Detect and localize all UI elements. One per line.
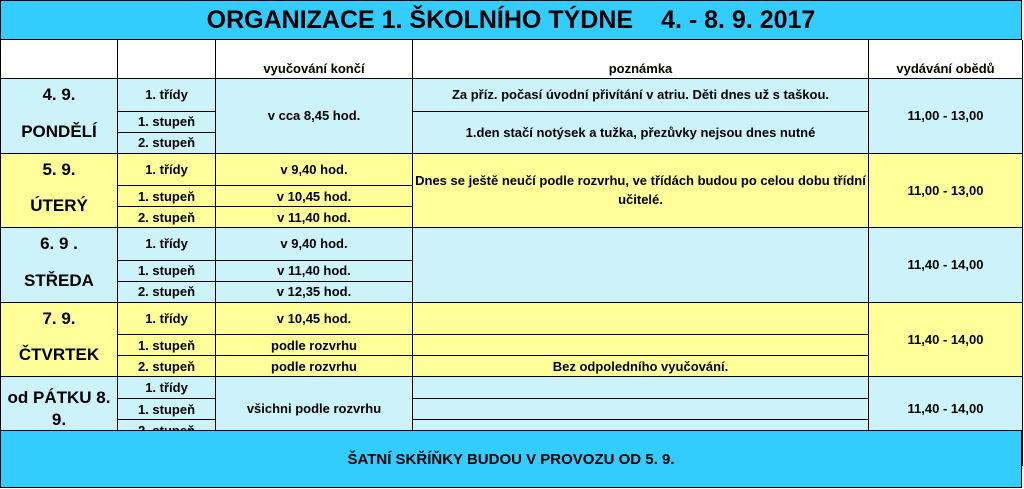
group-label: 1. třídy xyxy=(118,302,216,335)
header-lunch: vydávání obědů xyxy=(869,40,1023,79)
end-time: podle rozvrhu xyxy=(216,356,413,377)
end-time: v 11,40 hod. xyxy=(216,207,413,228)
day-date: od PÁTKU 8. 9. xyxy=(1,377,118,441)
header-row xyxy=(1,40,1023,79)
lunch-time: 11,00 - 13,00 xyxy=(869,153,1023,228)
lunch-time: 11,40 - 14,00 xyxy=(869,228,1023,303)
header-note: poznámka xyxy=(413,40,869,79)
day-name: PONDĚLÍ xyxy=(1,111,118,153)
day-name: ÚTERÝ xyxy=(1,186,118,228)
note-text: Dnes se ještě neučí podle rozvrhu, ve třídách budou po celou dobu třídní učitelé. xyxy=(413,153,869,228)
table-row xyxy=(1,153,1023,186)
group-label: 1. stupeň xyxy=(118,399,216,420)
note-cell xyxy=(413,399,869,420)
note-cell xyxy=(413,335,869,356)
end-time: v 9,40 hod. xyxy=(216,228,413,261)
lunch-time: 11,40 - 14,00 xyxy=(869,302,1023,377)
footer-banner xyxy=(0,430,1022,488)
note-text: Bez odpoledního vyučování. xyxy=(413,356,869,377)
group-label: 1. třídy xyxy=(118,228,216,261)
end-time: v cca 8,45 hod. xyxy=(216,79,413,154)
note-text: Za příz. počasí úvodní přivítání v atriu. Děti dnes už s taškou. xyxy=(413,79,869,112)
table-row xyxy=(1,228,1023,261)
group-label: 1. třídy xyxy=(118,377,216,399)
day-date: 5. 9. xyxy=(1,153,118,186)
group-label: 1. třídy xyxy=(118,79,216,112)
end-time: v 10,45 hod. xyxy=(216,186,413,207)
day-date: 4. 9. xyxy=(1,79,118,112)
end-time: v 12,35 hod. xyxy=(216,281,413,302)
group-label: 2. stupeň xyxy=(118,281,216,302)
note-cell xyxy=(413,302,869,335)
group-label: 1. stupeň xyxy=(118,111,216,132)
end-time: v 11,40 hod. xyxy=(216,260,413,281)
schedule-table xyxy=(0,40,1023,466)
group-label: 1. třídy xyxy=(118,153,216,186)
group-label: 1. stupeň xyxy=(118,260,216,281)
page-title xyxy=(0,0,1022,40)
group-label: 2. stupeň xyxy=(118,207,216,228)
note-cell xyxy=(413,228,869,303)
group-label: 1. stupeň xyxy=(118,335,216,356)
table-row xyxy=(1,79,1023,112)
end-time: v 10,45 hod. xyxy=(216,302,413,335)
group-label: 1. stupeň xyxy=(118,186,216,207)
day-name: STŘEDA xyxy=(1,260,118,302)
end-time: všichni podle rozvrhu xyxy=(216,377,413,441)
table-row xyxy=(1,302,1023,335)
title-dates: 4. - 8. 9. 2017 xyxy=(661,5,816,34)
header-ends: vyučování končí xyxy=(216,40,413,79)
footer-text: ŠATNÍ SKŘÍŇKY BUDOU V PROVOZU OD 5. 9. xyxy=(347,450,675,468)
day-name: ČTVRTEK xyxy=(1,335,118,377)
day-date: 6. 9 . xyxy=(1,228,118,261)
end-time: v 9,40 hod. xyxy=(216,153,413,186)
note-cell xyxy=(413,377,869,399)
lunch-time: 11,00 - 13,00 xyxy=(869,79,1023,154)
group-label: 2. stupeň xyxy=(118,132,216,153)
end-time: podle rozvrhu xyxy=(216,335,413,356)
note-text: 1.den stačí notýsek a tužka, přezůvky nejsou dnes nutné xyxy=(413,111,869,153)
table-row xyxy=(1,377,1023,399)
lunch-time: 11,40 - 14,00 xyxy=(869,377,1023,441)
title-text: ORGANIZACE 1. ŠKOLNÍHO TÝDNE xyxy=(206,5,634,34)
group-label: 2. stupeň xyxy=(118,356,216,377)
day-date: 7. 9. xyxy=(1,302,118,335)
